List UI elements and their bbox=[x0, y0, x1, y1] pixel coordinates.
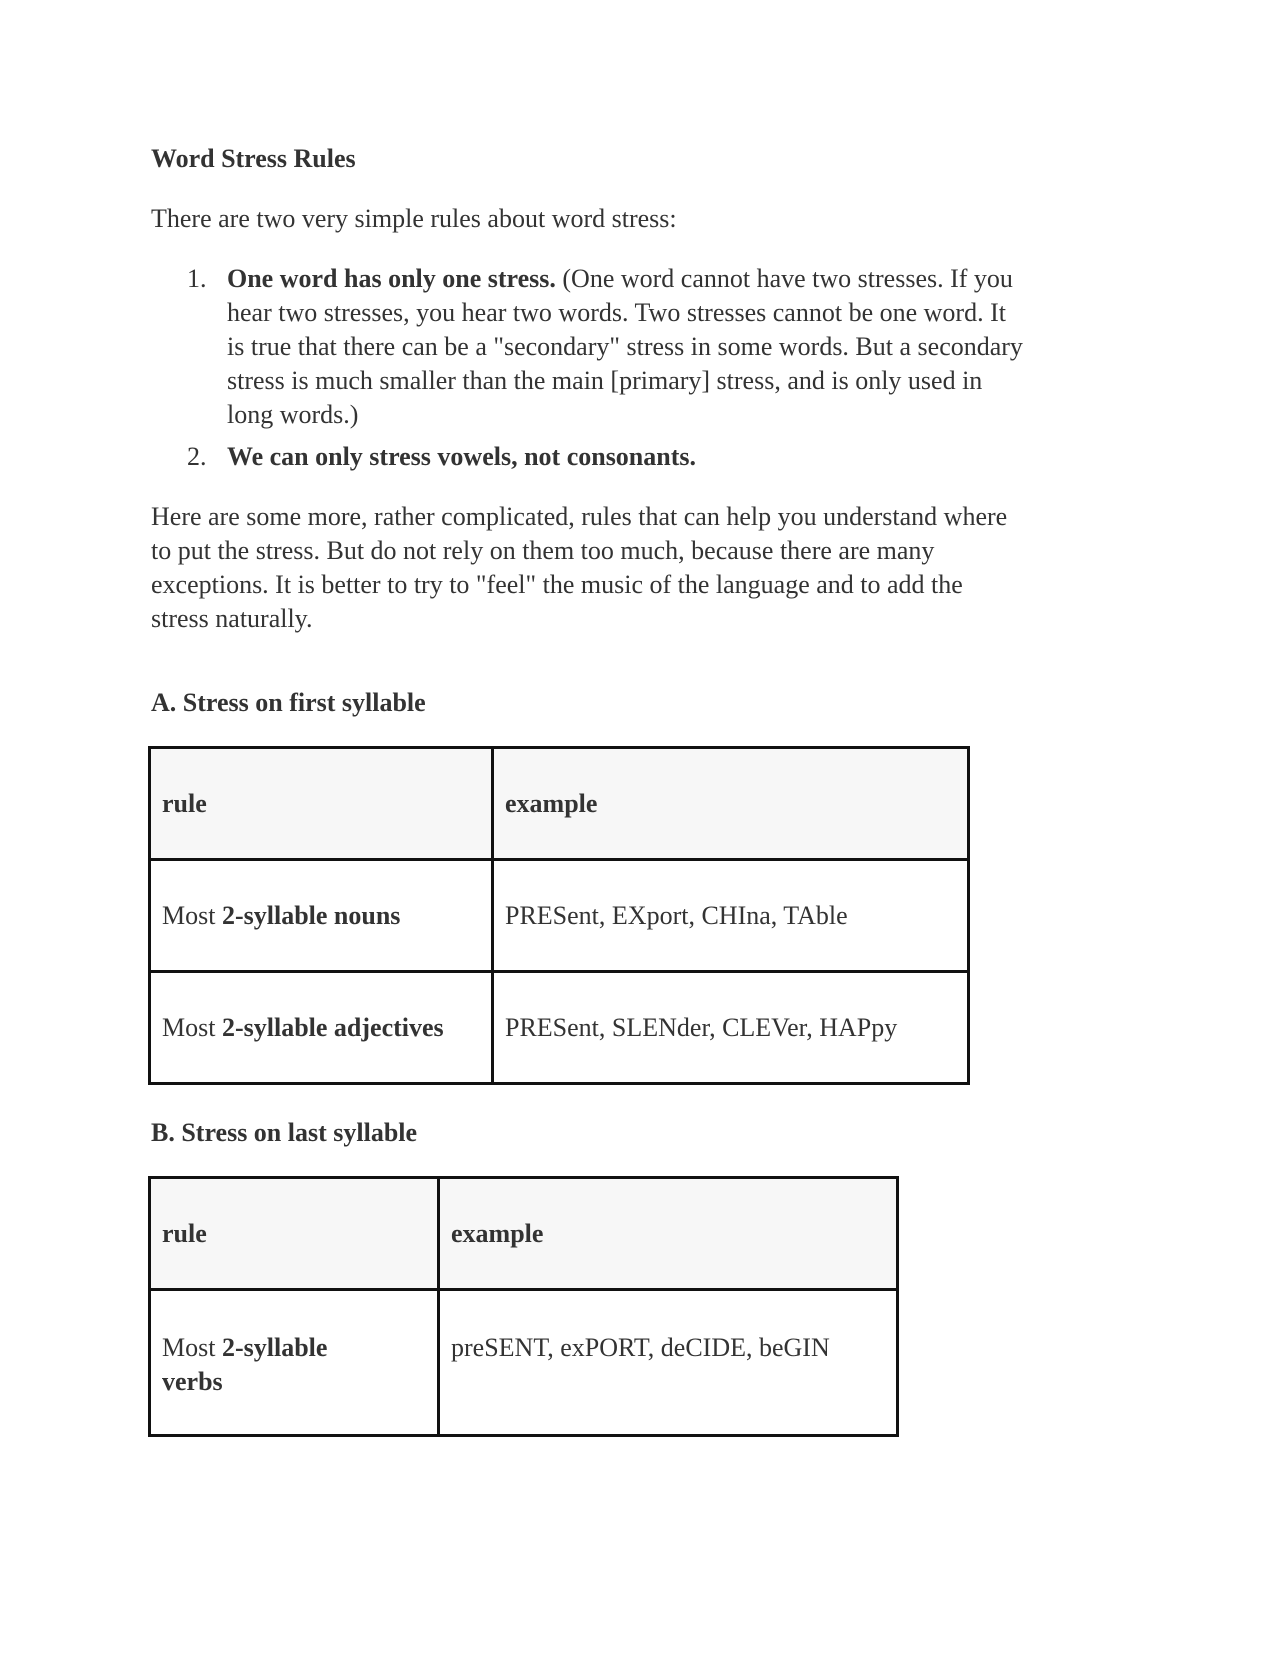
column-header-example: example bbox=[493, 748, 969, 860]
paragraph-line: stress naturally. bbox=[151, 604, 313, 633]
rule-emphasis: 2-syllable nouns bbox=[221, 900, 401, 930]
intro-paragraph: There are two very simple rules about word stress: bbox=[151, 204, 677, 233]
table-row bbox=[150, 1290, 898, 1436]
section-b-table bbox=[148, 1176, 899, 1437]
rule-emphasis: verbs bbox=[162, 1367, 223, 1396]
rule-cell bbox=[150, 860, 493, 972]
rule-bold: We can only stress vowels, not consonants. bbox=[227, 442, 697, 471]
table-header-row bbox=[150, 1178, 898, 1290]
example-cell: PRESent, EXport, CHIna, TAble bbox=[493, 860, 969, 972]
table-header-row bbox=[150, 748, 969, 860]
example-cell: preSENT, exPORT, deCIDE, beGIN bbox=[439, 1290, 898, 1436]
column-header-rule: rule bbox=[150, 1178, 439, 1290]
rule-number: 2. bbox=[187, 442, 207, 471]
section-a-table bbox=[148, 746, 970, 1085]
rule-text-line: hear two stresses, you hear two words. Two stresses cannot be one word. It bbox=[227, 298, 1006, 327]
column-header-example: example bbox=[439, 1178, 898, 1290]
page-title: Word Stress Rules bbox=[151, 144, 356, 173]
rule-emphasis: 2-syllable bbox=[221, 1333, 328, 1362]
rule-text-line: stress is much smaller than the main [primary] stress, and is only used in bbox=[227, 366, 983, 395]
example-cell: PRESent, SLENder, CLEVer, HAPpy bbox=[493, 972, 969, 1084]
section-a-heading: A. Stress on first syllable bbox=[151, 688, 426, 717]
rule-emphasis: 2-syllable adjectives bbox=[221, 1012, 444, 1042]
paragraph-line: to put the stress. But do not rely on them too much, because there are many bbox=[151, 536, 935, 565]
paragraph-line: Here are some more, rather complicated, rules that can help you understand where bbox=[151, 502, 1008, 531]
column-header-rule: rule bbox=[150, 748, 493, 860]
table-row bbox=[150, 972, 969, 1084]
rule-item-1 bbox=[151, 262, 1131, 440]
rule-item-2 bbox=[151, 440, 1131, 474]
rule-text-line: long words.) bbox=[227, 400, 359, 429]
rule-bold: One word has only one stress. bbox=[227, 264, 556, 293]
rules-list bbox=[151, 262, 1131, 474]
rule-cell bbox=[150, 1290, 439, 1436]
rule-prefix: Most bbox=[162, 900, 222, 930]
section-b-heading: B. Stress on last syllable bbox=[151, 1118, 418, 1147]
more-rules-paragraph bbox=[151, 500, 1131, 636]
rule-prefix: Most bbox=[162, 1012, 222, 1042]
table-row bbox=[150, 860, 969, 972]
rule-text: (One word cannot have two stresses. If you bbox=[555, 264, 1013, 293]
rule-cell bbox=[150, 972, 493, 1084]
rule-prefix: Most bbox=[162, 1333, 222, 1362]
rule-number: 1. bbox=[187, 264, 207, 293]
rule-text-line: is true that there can be a "secondary" stress in some words. But a secondary bbox=[227, 332, 1023, 361]
paragraph-line: exceptions. It is better to try to "feel" the music of the language and to add the bbox=[151, 570, 963, 599]
